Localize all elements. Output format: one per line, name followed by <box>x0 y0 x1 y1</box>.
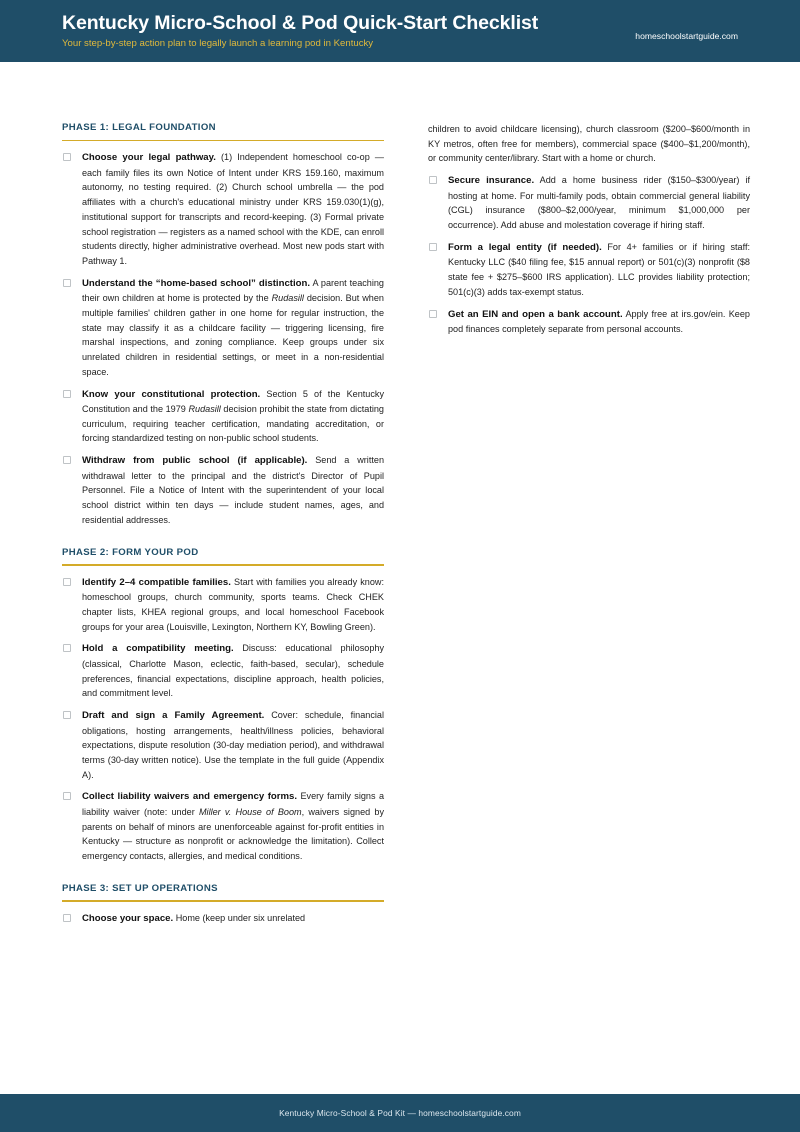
header-text-group <box>62 13 538 50</box>
phase-section-2 <box>62 547 384 566</box>
item-lead: Know your constitutional protection. <box>82 388 261 400</box>
checklist-phase-3-continued <box>428 122 750 337</box>
item-lead: Form a legal entity (if needed). <box>448 241 602 253</box>
page-header <box>0 0 800 62</box>
item-lead: Withdraw from public school (if applicable). <box>82 455 308 467</box>
item-citation: Rudasill <box>188 404 221 415</box>
phase-section-1 <box>62 122 384 141</box>
item-body-after: decision prohibit the state from dictating curriculum, requiring teacher certification, mandating accreditation, or forcing standardized testing on non-public school students. <box>82 404 384 444</box>
checkbox-icon[interactable] <box>63 914 71 922</box>
item-body: Cover: schedule, financial obligations, hosting arrangements, health/illness policies, behavioral expectations, dispute resolution (30-day mediation period), and withdrawal terms (30-day written notice). Use the template in the full guide (Appendix A). <box>82 710 385 780</box>
right-column <box>428 122 750 337</box>
checkbox-icon[interactable] <box>429 243 437 251</box>
checkbox-icon[interactable] <box>63 390 71 398</box>
list-item[interactable] <box>62 641 384 701</box>
phase-heading: PHASE 2: FORM YOUR POD <box>62 546 199 558</box>
list-item[interactable] <box>62 453 384 527</box>
item-body: Start with families you already know: homeschool groups, church community, sports teams. Check CHEK chapter lists, KHEA regional groups, and local homeschool Facebook groups for your area (Louisville, Lexington, Northern KY, Bowling Green). <box>82 576 384 632</box>
continuation-body: children to avoid childcare licensing), church classroom ($200–$600/month in KY metros, often free for members), commercial space ($400–$1,200/month), or community center/library. Start with a home or church. <box>428 124 750 164</box>
item-lead: Choose your space. <box>82 912 174 924</box>
list-item[interactable] <box>62 150 384 269</box>
header-site-url: homeschoolstartguide.com <box>635 30 738 41</box>
item-body: For 4+ families or if hiring staff: Kentucky LLC ($40 filing fee, $15 annual report) or 501(c)(3) nonprofit ($8 state fee + $275–$600 IRS application). LLC provides liability protection; 501(c)(3) adds tax-exempt status. <box>448 241 750 297</box>
list-item[interactable] <box>62 387 384 447</box>
item-body-before: Every family signs a liability waiver (note: under <box>82 791 385 817</box>
item-lead: Get an EIN and open a bank account. <box>448 308 623 320</box>
item-body-before: A parent teaching their own children at home is protected by the <box>82 277 384 304</box>
item-lead: Collect liability waivers and emergency forms. <box>82 791 298 803</box>
item-body-before: Section 5 of the Kentucky Constitution and the 1979 <box>82 388 384 415</box>
list-item[interactable] <box>428 307 750 337</box>
checkbox-icon[interactable] <box>63 279 71 287</box>
checkbox-icon[interactable] <box>429 176 437 184</box>
phase-heading: PHASE 1: LEGAL FOUNDATION <box>62 122 216 133</box>
item-body: Home (keep under six unrelated <box>175 912 306 923</box>
checklist-phase-2 <box>62 575 384 864</box>
item-citation: Miller v. House of Boom <box>198 807 302 817</box>
checklist-phase-1 <box>62 150 384 528</box>
page-footer <box>0 1094 800 1132</box>
phase-heading: PHASE 3: SET UP OPERATIONS <box>62 882 218 894</box>
checkbox-icon[interactable] <box>63 578 71 586</box>
page-body <box>0 62 800 1094</box>
item-body: (1) Independent homeschool co-op — each family files its own Notice of Intent under KRS 159.160, maximum autonomy, no testing required. (2) Church school umbrella — the pod affiliates with a church's educational ministry under KRS 159.030(1)(g), institutional support for transcripts and record-keeping. (3) Formal private school registration — registers as a named school with the KDE, can enroll students directly, higher administrative overhead. Most new pods start with Pathway 1. <box>82 152 384 266</box>
item-citation: Rudasill <box>271 293 304 304</box>
item-lead: Choose your legal pathway. <box>82 152 216 164</box>
page-title: Kentucky Micro-School & Pod Quick-Start Checklist <box>62 11 539 34</box>
item-body-after: , waivers signed by parents on behalf of minors are unenforceable against for-profit entities in Kentucky — structure as nonprofit or acknowledge the limitation). Collect emergency contacts, allergies, and medical conditions. <box>82 807 385 862</box>
checklist-phase-3 <box>62 911 384 927</box>
list-item[interactable] <box>62 708 384 782</box>
item-body-after: decision. But when multiple families' children gather in one home for regular instruction, the state may classify it as a childcare facility — triggering licensing, fire marshal inspections, and zoning compliance. Keep groups under six unrelated children in residential settings, or meet in a non-residential space. <box>82 293 384 377</box>
item-lead: Hold a compatibility meeting. <box>82 643 234 655</box>
item-body: Discuss: educational philosophy (classical, Charlotte Mason, eclectic, faith-based, secular), schedule preferences, financial expectations, discipline approach, health policies, and commitment level. <box>82 643 384 699</box>
phase-divider <box>62 564 384 566</box>
item-lead: Draft and sign a Family Agreement. <box>82 710 265 722</box>
item-lead: Understand the “home-based school” distinction. <box>82 277 311 289</box>
item-lead: Identify 2–4 compatible families. <box>82 576 231 588</box>
continuation-paragraph <box>428 122 750 166</box>
checkbox-icon[interactable] <box>63 792 71 800</box>
checkbox-icon[interactable] <box>63 711 71 719</box>
checkbox-icon[interactable] <box>63 456 71 464</box>
phase-section-3 <box>62 883 384 902</box>
item-lead: Secure insurance. <box>448 175 535 187</box>
list-item[interactable] <box>428 173 750 233</box>
item-body: Add a home business rider ($150–$300/year) if hosting at home. For multi-family pods, obtain commercial general liability (CGL) insurance ($800–$2,000/year, minimum $1,000,000 per occurrence). Add abuse and molestation coverage if hiring staff. <box>448 175 750 231</box>
page-subtitle: Your step-by-step action plan to legally launch a learning pod in Kentucky <box>62 37 374 49</box>
list-item[interactable] <box>62 911 384 927</box>
list-item[interactable] <box>62 276 384 380</box>
phase-divider <box>62 900 384 902</box>
checkbox-icon[interactable] <box>63 644 71 652</box>
two-column-layout <box>62 122 750 927</box>
item-body: Send a written withdrawal letter to the principal and the district's Director of Pupil Personnel. File a Notice of Intent with the superintendent of your local school district within ten days — include student names, ages, and residential addresses. <box>82 455 384 525</box>
list-item[interactable] <box>428 240 750 300</box>
list-item[interactable] <box>62 575 384 635</box>
phase-divider <box>62 140 384 142</box>
footer-text: Kentucky Micro-School & Pod Kit — homeschoolstartguide.com <box>279 1108 521 1118</box>
left-column <box>62 122 384 927</box>
list-item[interactable] <box>62 789 384 863</box>
checkbox-icon[interactable] <box>429 310 437 318</box>
item-body: Apply free at irs.gov/ein. Keep pod finances completely separate from personal accounts. <box>448 308 750 335</box>
checkbox-icon[interactable] <box>63 153 71 161</box>
